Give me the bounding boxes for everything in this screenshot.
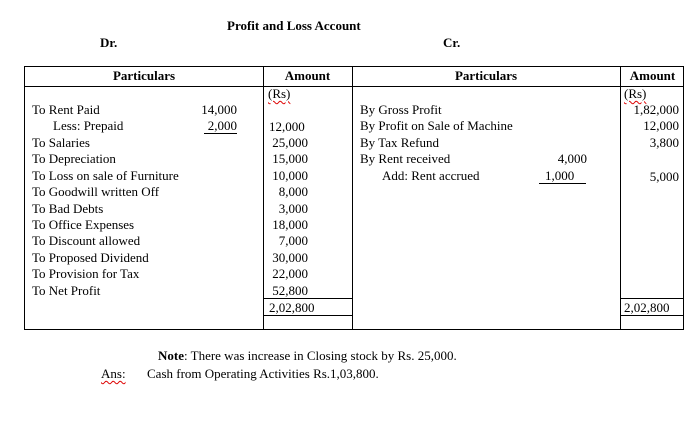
credit-rent-accrued-value: 1,000	[539, 169, 586, 184]
debit-item-label: To Net Profit	[32, 282, 101, 298]
debit-item-amount: 10,000	[272, 167, 308, 183]
debit-item-amount: 22,000	[272, 266, 308, 282]
debit-rent-paid-net: 12,000	[269, 119, 305, 134]
debit-rent-paid-label: To Rent Paid	[32, 102, 100, 117]
credit-item-amount: 3,800	[649, 134, 679, 150]
credit-rent-received-gross: 4,000	[557, 151, 587, 166]
debit-total: 2,02,800	[269, 300, 315, 315]
column-divider	[263, 67, 264, 329]
header-cr-amount: Amount	[629, 68, 676, 83]
debit-less-prepaid-label: Less: Prepaid	[53, 118, 124, 133]
credit-item-label: By Gross Profit	[360, 102, 442, 117]
debit-rent-paid-gross: 14,000	[201, 102, 237, 117]
credit-rent-accrued-amount	[539, 168, 586, 184]
note-text: : There was increase in Closing stock by Rs. 25,000.	[184, 348, 457, 363]
header-cr-particulars: Particulars	[454, 68, 518, 83]
credit-rent-received-label: By Rent received	[360, 151, 451, 166]
credit-label: Cr.	[443, 35, 461, 50]
header-divider	[25, 86, 683, 87]
debit-item-amount: 18,000	[272, 217, 308, 232]
credit-rent-accrued-label: Add: Rent accrued	[382, 168, 480, 183]
debit-item-amount: 15,000	[272, 151, 308, 167]
debit-less-prepaid-amount	[197, 118, 237, 134]
debit-item-label: To Salaries	[32, 135, 90, 150]
credit-item-label: By Profit on Sale of Machine	[360, 118, 513, 134]
header-dr-particulars: Particulars	[112, 68, 176, 83]
debit-item-amount: 52,800	[272, 282, 308, 298]
total-line	[620, 298, 683, 299]
debit-item-label: To Goodwill written Off	[32, 184, 160, 200]
credit-total: 2,02,800	[624, 300, 670, 315]
debit-item-label: To Proposed Dividend	[32, 249, 149, 265]
answer-label-text: Ans:	[101, 366, 126, 381]
debit-item-label: To Loss on sale of Furniture	[32, 167, 179, 183]
answer-label	[101, 366, 126, 382]
answer-text: Cash from Operating Activities Rs.1,03,800.	[147, 366, 379, 381]
debit-label: Dr.	[100, 35, 118, 50]
debit-item-amount: 3,000	[278, 200, 308, 216]
debit-item-label: To Office Expenses	[32, 217, 135, 232]
debit-item-label: To Depreciation	[32, 151, 116, 167]
profit-loss-table	[24, 66, 684, 330]
debit-item-label: To Bad Debts	[32, 200, 104, 216]
debit-item-amount: 7,000	[278, 233, 308, 249]
currency-unit-cr	[624, 86, 646, 102]
credit-item-amount: 12,000	[643, 118, 679, 134]
credit-rent-received-net: 5,000	[649, 169, 679, 184]
note-label: Note	[158, 348, 184, 363]
debit-item-amount: 25,000	[272, 135, 308, 150]
credit-item-amount: 1,82,000	[633, 102, 679, 117]
credit-item-label: By Tax Refund	[360, 134, 440, 150]
header-dr-amount: Amount	[284, 68, 331, 83]
currency-unit-text: (Rs)	[624, 86, 647, 101]
document-title: Profit and Loss Account	[227, 18, 361, 33]
debit-item-label: To Discount allowed	[32, 233, 141, 249]
debit-item-label: To Provision for Tax	[32, 266, 140, 282]
currency-unit-text: (Rs)	[268, 86, 291, 101]
note	[158, 348, 457, 364]
currency-unit-dr	[268, 86, 290, 102]
debit-item-amount: 8,000	[278, 184, 308, 200]
debit-item-amount: 30,000	[272, 249, 308, 265]
column-divider	[352, 67, 353, 329]
debit-less-prepaid-value: 2,000	[204, 119, 237, 134]
